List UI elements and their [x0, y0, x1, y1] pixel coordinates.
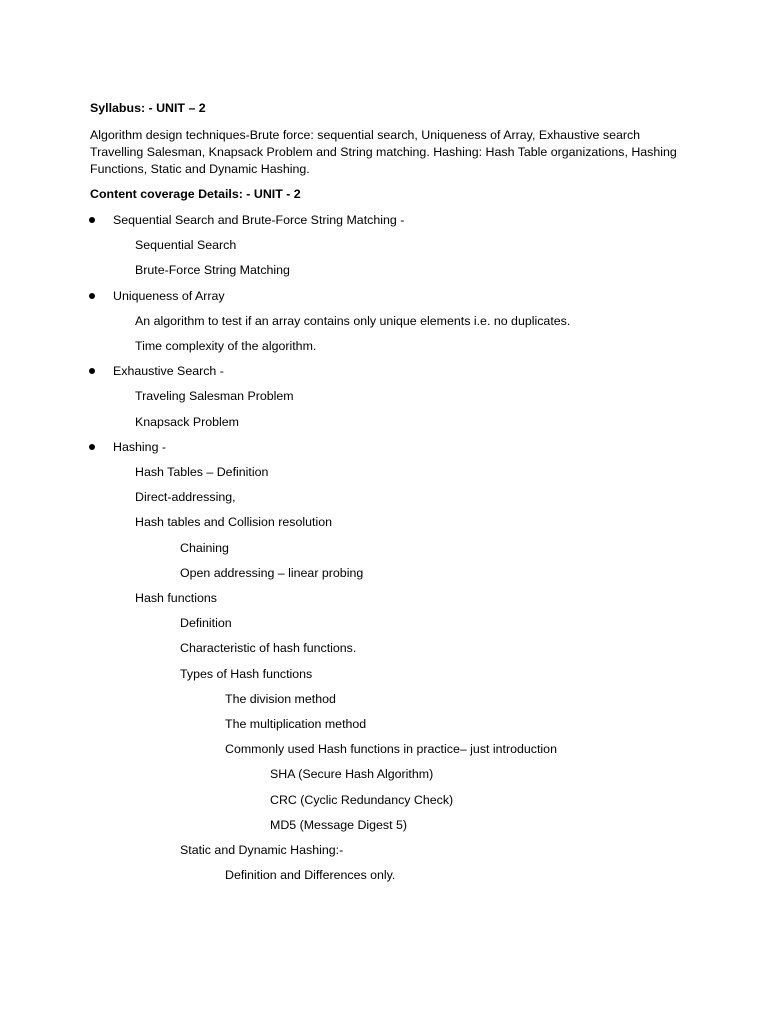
- outline-subtopic: Definition and Differences only.: [225, 868, 396, 883]
- outline-subtopic: Sequential Search: [135, 238, 237, 253]
- outline-subtopic: Commonly used Hash functions in practice– just introduction: [225, 742, 557, 757]
- syllabus-line: Functions, Static and Dynamic Hashing.: [90, 162, 310, 176]
- outline-subtopic: Characteristic of hash functions.: [180, 641, 357, 656]
- outline-subtopic: Traveling Salesman Problem: [135, 389, 294, 404]
- outline-subtopic: Time complexity of the algorithm.: [135, 339, 317, 353]
- outline-subtopic: The multiplication method: [225, 717, 367, 731]
- syllabus-paragraph: [90, 127, 690, 178]
- outline-subtopic: CRC (Cyclic Redundancy Check): [270, 792, 454, 807]
- outline-subtopic: Types of Hash functions: [180, 666, 313, 681]
- syllabus-line: Algorithm design techniques-Brute force: sequential search, Uniqueness of Array, Exhaustive search: [90, 128, 641, 142]
- syllabus-heading: Syllabus: - UNIT – 2: [90, 101, 206, 115]
- outline-subtopic: MD5 (Message Digest 5): [270, 817, 408, 832]
- outline-subtopic: Hash functions: [135, 591, 217, 605]
- bullet-icon: [89, 217, 95, 223]
- outline-topic: Sequential Search and Brute-Force String Matching -: [113, 213, 405, 227]
- outline-subtopic: Knapsack Problem: [135, 414, 239, 429]
- outline-subtopic: SHA (Secure Hash Algorithm): [270, 767, 434, 782]
- outline-topic: Hashing -: [113, 439, 167, 454]
- outline-subtopic: Hash tables and Collision resolution: [135, 515, 332, 530]
- outline-subtopic: The division method: [225, 691, 336, 706]
- bullet-icon: [89, 293, 95, 299]
- bullet-icon: [89, 368, 95, 374]
- outline-subtopic: Chaining: [180, 540, 229, 555]
- outline-subtopic: Definition: [180, 616, 232, 631]
- outline-subtopic: An algorithm to test if an array contains only unique elements i.e. no duplicates.: [135, 313, 571, 328]
- content-heading: Content coverage Details: - UNIT - 2: [90, 187, 301, 201]
- outline-subtopic: Direct-addressing,: [135, 490, 236, 505]
- outline-subtopic: Hash Tables – Definition: [135, 465, 269, 479]
- outline-subtopic: Static and Dynamic Hashing:-: [180, 843, 344, 857]
- outline-topic: Uniqueness of Array: [113, 288, 225, 303]
- outline-topic: Exhaustive Search -: [113, 364, 224, 379]
- outline-subtopic: Open addressing – linear probing: [180, 565, 364, 580]
- syllabus-line: Travelling Salesman, Knapsack Problem and String matching. Hashing: Hash Table organizations, Hashing: [90, 145, 677, 159]
- outline-subtopic: Brute-Force String Matching: [135, 263, 290, 278]
- bullet-icon: [89, 444, 95, 450]
